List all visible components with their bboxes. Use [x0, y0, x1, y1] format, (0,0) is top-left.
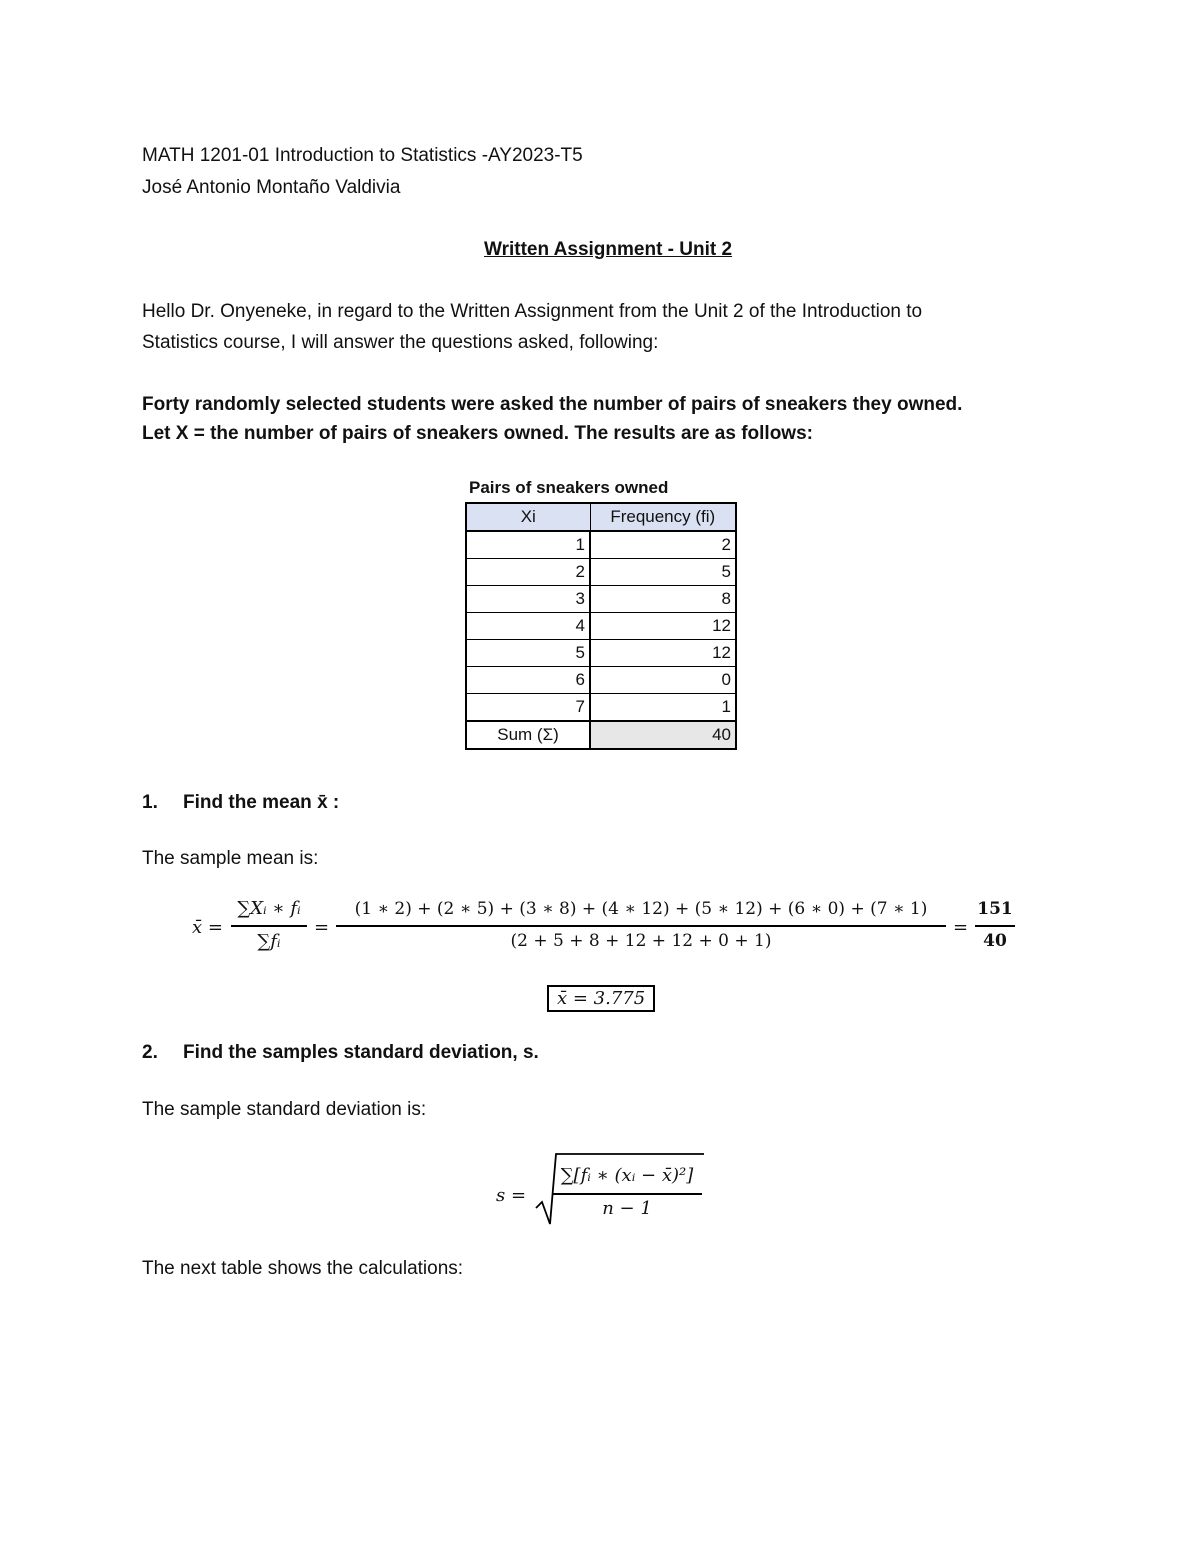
mean-lhs: x̄ = [192, 917, 223, 938]
sd-frac-line [552, 1193, 702, 1195]
mean-frac2-den: (2 + 5 + 8 + 12 + 12 + 0 + 1) [510, 931, 772, 951]
cell-x: 5 [466, 640, 590, 667]
next-table-text: The next table shows the calculations: [142, 1258, 464, 1279]
table-row [466, 667, 736, 694]
cell-x: 3 [466, 586, 590, 613]
cell-f: 1 [590, 694, 736, 722]
cell-f: 8 [590, 586, 736, 613]
mean-result: x̄ = 3.775 [547, 985, 655, 1012]
sum-label: Sum (Σ) [466, 721, 590, 749]
sd-denominator: n − 1 [602, 1198, 652, 1219]
mean-frac1-num: ∑Xᵢ ∗ fᵢ [237, 898, 301, 919]
cell-x: 7 [466, 694, 590, 722]
header-xi: Xi [466, 503, 590, 531]
table-row [466, 586, 736, 613]
mean-frac3-den: 40 [983, 931, 1007, 951]
header-frequency: Frequency (fi) [590, 503, 736, 531]
q2-number: 2. [142, 1042, 158, 1063]
sd-numerator: ∑[fᵢ ∗ (xᵢ − x̄)²] [560, 1165, 694, 1186]
cell-x: 6 [466, 667, 590, 694]
cell-x: 2 [466, 559, 590, 586]
course-title: MATH 1201-01 Introduction to Statistics -AY2023-T5 [142, 145, 583, 166]
sum-value: 40 [590, 721, 736, 749]
frequency-table [465, 502, 737, 750]
sd-lhs: s = [496, 1185, 527, 1206]
q1-intro: The sample mean is: [142, 848, 319, 869]
table-sum-row [466, 721, 736, 749]
cell-f: 2 [590, 531, 736, 559]
q2-text: Find the samples standard deviation, s. [183, 1042, 539, 1063]
problem-line-1: Forty randomly selected students were asked the number of pairs of sneakers they owned. [142, 394, 963, 415]
q1-text: Find the mean x̄ : [183, 792, 340, 813]
q2-intro: The sample standard deviation is: [142, 1099, 427, 1120]
cell-f: 5 [590, 559, 736, 586]
author-name: José Antonio Montaño Valdivia [142, 177, 401, 198]
cell-f: 0 [590, 667, 736, 694]
intro-line-1: Hello Dr. Onyeneke, in regard to the Written Assignment from the Unit 2 of the Introduction to [142, 301, 923, 322]
mean-frac3-line [975, 925, 1015, 927]
q1-number: 1. [142, 792, 158, 813]
problem-line-2: Let X = the number of pairs of sneakers owned. The results are as follows: [142, 423, 813, 444]
mean-frac1-line [231, 925, 307, 927]
cell-x: 1 [466, 531, 590, 559]
table-title: Pairs of sneakers owned [469, 478, 669, 497]
mean-frac1-den: ∑fᵢ [257, 931, 281, 952]
mean-frac3-num: 151 [977, 899, 1013, 919]
mean-eq-2: = [953, 917, 969, 938]
cell-f: 12 [590, 613, 736, 640]
table-row [466, 694, 736, 722]
intro-line-2: Statistics course, I will answer the questions asked, following: [142, 332, 659, 353]
cell-f: 12 [590, 640, 736, 667]
mean-frac2-num: (1 ∗ 2) + (2 ∗ 5) + (3 ∗ 8) + (4 ∗ 12) + (5 ∗ 12) + (6 ∗ 0) + (7 ∗ 1) [354, 899, 928, 919]
table-row [466, 559, 736, 586]
cell-x: 4 [466, 613, 590, 640]
assignment-title: Written Assignment - Unit 2 [484, 239, 733, 260]
table-row [466, 613, 736, 640]
mean-eq-1: = [314, 917, 330, 938]
mean-frac2-line [336, 925, 946, 927]
table-row [466, 531, 736, 559]
table-header-row [466, 503, 736, 531]
table-row [466, 640, 736, 667]
